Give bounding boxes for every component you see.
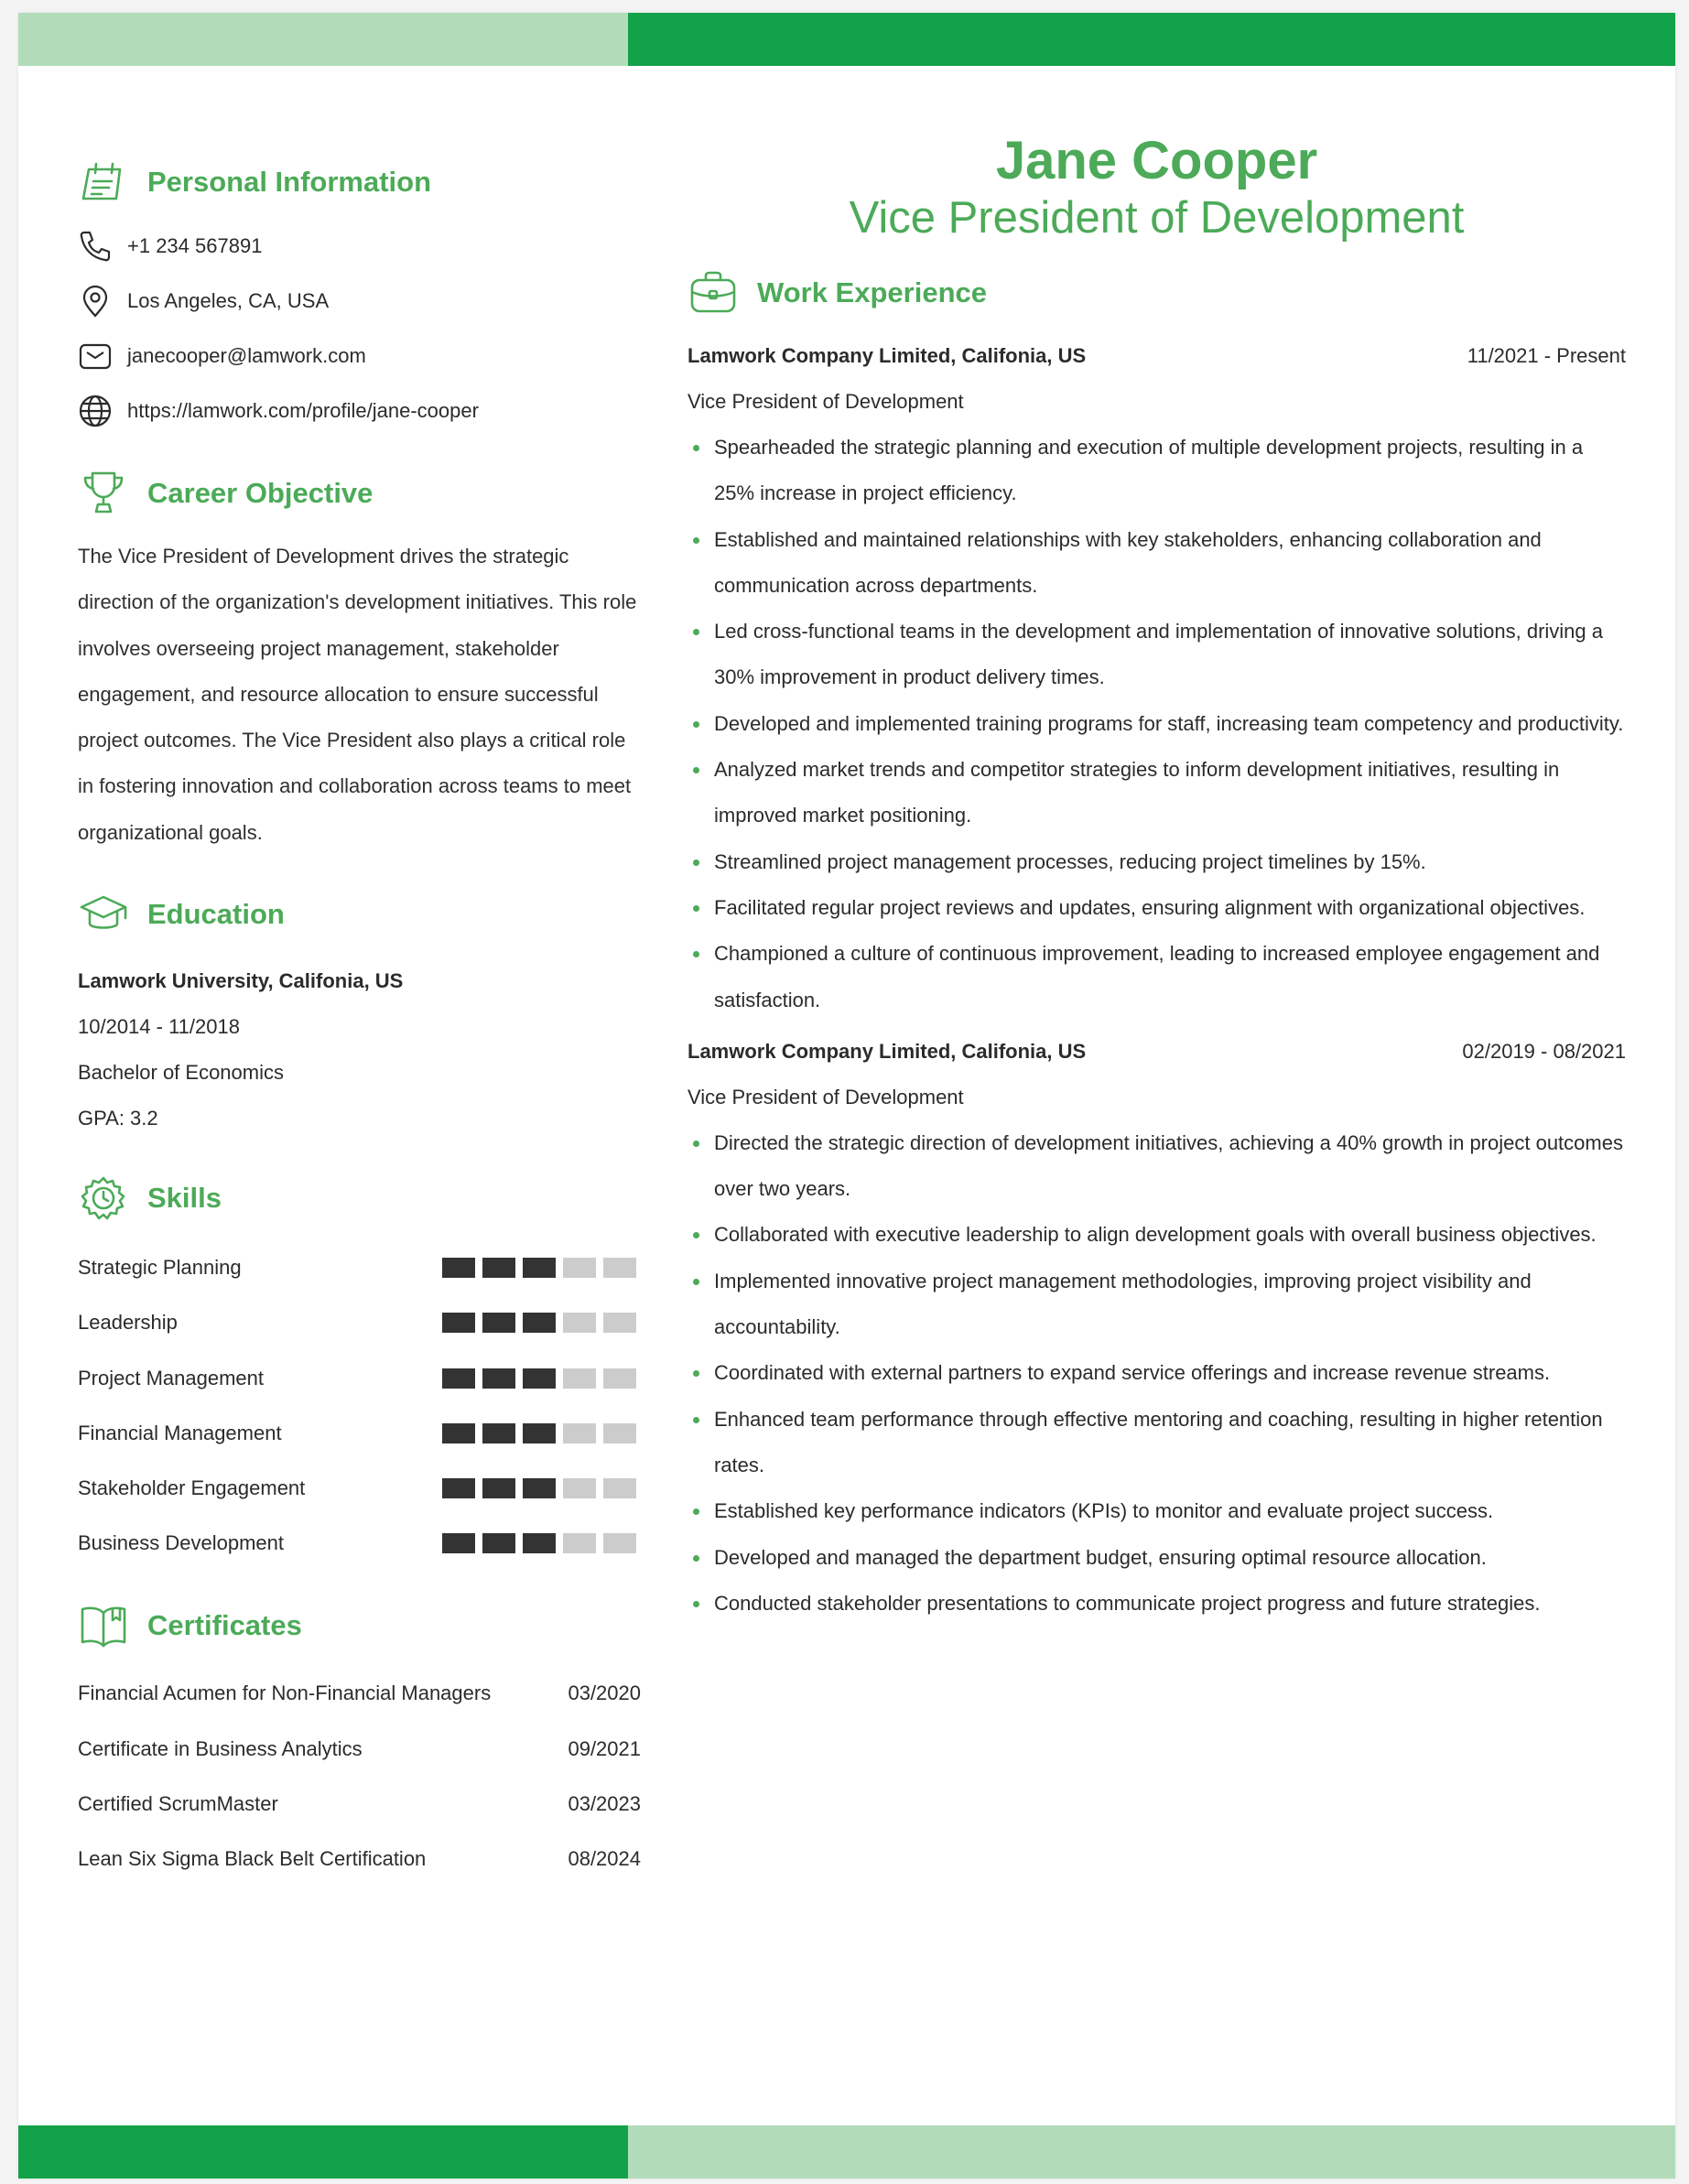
career-objective-header bbox=[78, 466, 641, 521]
jobs-list bbox=[688, 333, 1626, 1627]
resume-page bbox=[18, 13, 1675, 2179]
skill-level-filled bbox=[442, 1478, 475, 1498]
skill-level-empty bbox=[603, 1533, 636, 1553]
certificates-list bbox=[78, 1666, 641, 1887]
skill-level-empty bbox=[603, 1478, 636, 1498]
job-bullet: Directed the strategic direction of development initiatives, achieving a 40% growth in project outcomes over two years. bbox=[688, 1120, 1626, 1213]
education-title: Education bbox=[147, 898, 285, 931]
skill-level-filled bbox=[442, 1313, 475, 1333]
job-bullet: Developed and managed the department budget, ensuring optimal resource allocation. bbox=[688, 1535, 1626, 1581]
skill-level-filled bbox=[482, 1423, 515, 1443]
certificate-name: Certified ScrumMaster bbox=[78, 1791, 278, 1815]
certificate-date: 08/2024 bbox=[568, 1847, 641, 1871]
globe-icon bbox=[78, 394, 113, 428]
skill-level-meter bbox=[442, 1533, 636, 1553]
top-bar-right bbox=[628, 13, 1675, 66]
skill-row bbox=[78, 1406, 641, 1461]
trophy-icon bbox=[78, 468, 129, 519]
phone-row bbox=[78, 219, 641, 274]
location-row bbox=[78, 274, 641, 329]
job-bullet: Established and maintained relationships with key stakeholders, enhancing collaboration and communication across departments. bbox=[688, 517, 1626, 610]
skill-level-empty bbox=[603, 1368, 636, 1389]
location-text: Los Angeles, CA, USA bbox=[127, 289, 330, 312]
website-row bbox=[78, 384, 641, 438]
skill-level-filled bbox=[523, 1478, 556, 1498]
mail-icon bbox=[78, 339, 113, 373]
book-icon bbox=[78, 1600, 129, 1651]
candidate-title: Vice President of Development bbox=[849, 193, 1465, 243]
job-entry bbox=[688, 1029, 1626, 1627]
skill-name: Leadership bbox=[78, 1311, 178, 1335]
skill-row bbox=[78, 1461, 641, 1516]
email-row bbox=[78, 329, 641, 384]
skill-row bbox=[78, 1516, 641, 1571]
phone-icon bbox=[78, 229, 113, 264]
certificate-date: 03/2020 bbox=[568, 1681, 641, 1705]
certificate-date: 03/2023 bbox=[568, 1791, 641, 1815]
skill-level-filled bbox=[442, 1258, 475, 1278]
job-bullet: Developed and implemented training programs for staff, increasing team competency and productivity. bbox=[688, 701, 1626, 747]
education-header bbox=[78, 887, 641, 942]
skill-level-filled bbox=[523, 1368, 556, 1389]
job-bullets bbox=[688, 1120, 1626, 1627]
job-bullet: Conducted stakeholder presentations to communicate project progress and future strategies. bbox=[688, 1581, 1626, 1627]
skill-level-empty bbox=[563, 1313, 596, 1333]
phone-text[interactable]: +1 234 567891 bbox=[127, 234, 263, 257]
work-experience-header bbox=[688, 265, 1626, 320]
right-column bbox=[688, 123, 1626, 1627]
certificates-title: Certificates bbox=[147, 1609, 302, 1642]
skill-name: Stakeholder Engagement bbox=[78, 1476, 306, 1499]
graduation-cap-icon bbox=[78, 889, 129, 940]
candidate-name: Jane Cooper bbox=[995, 131, 1318, 190]
job-bullet: Analyzed market trends and competitor strategies to inform development initiatives, resulting in improved market positioning. bbox=[688, 747, 1626, 839]
certificate-date: 09/2021 bbox=[568, 1736, 641, 1760]
certificate-row bbox=[78, 1777, 641, 1832]
job-bullet: Championed a culture of continuous improvement, leading to increased employee engagement and satisfaction. bbox=[688, 931, 1626, 1023]
skills-list bbox=[78, 1240, 641, 1571]
job-bullet: Established key performance indicators (KPIs) to monitor and evaluate project success. bbox=[688, 1488, 1626, 1534]
skill-level-empty bbox=[563, 1478, 596, 1498]
website-link[interactable]: https://lamwork.com/profile/jane-cooper bbox=[127, 399, 479, 422]
career-objective-title: Career Objective bbox=[147, 477, 374, 509]
certificate-row bbox=[78, 1666, 641, 1721]
job-bullet: Collaborated with executive leadership to align development goals with overall business objectives. bbox=[688, 1212, 1626, 1258]
skill-level-meter bbox=[442, 1478, 636, 1498]
skill-level-filled bbox=[482, 1533, 515, 1553]
skills-header bbox=[78, 1171, 641, 1226]
job-role: Vice President of Development bbox=[688, 390, 964, 413]
certificate-name: Certificate in Business Analytics bbox=[78, 1736, 363, 1760]
skill-level-filled bbox=[482, 1258, 515, 1278]
skill-level-empty bbox=[563, 1258, 596, 1278]
bottom-bar-left bbox=[18, 2125, 628, 2179]
skill-level-filled bbox=[482, 1313, 515, 1333]
certificate-name: Financial Acumen for Non-Financial Managers bbox=[78, 1681, 492, 1705]
career-objective-text: The Vice President of Development drives the strategic direction of the organization's development initiatives. This role involves overseeing project management, stakeholder engagement, and resource allocation to ensure successful project outcomes. The Vice President also plays a critical role in fostering innovation and collaboration across teams to meet organizational goals. bbox=[78, 545, 637, 844]
job-header bbox=[688, 333, 1626, 379]
skill-name: Business Development bbox=[78, 1531, 285, 1555]
job-bullets bbox=[688, 425, 1626, 1023]
skill-level-empty bbox=[563, 1368, 596, 1389]
job-company: Lamwork Company Limited, Califonia, US bbox=[688, 1039, 1087, 1063]
location-pin-icon bbox=[78, 284, 113, 319]
personal-info-header bbox=[78, 155, 641, 210]
certificate-name: Lean Six Sigma Black Belt Certification bbox=[78, 1847, 427, 1871]
skill-row bbox=[78, 1240, 641, 1295]
skill-level-empty bbox=[603, 1423, 636, 1443]
certificate-row bbox=[78, 1832, 641, 1887]
job-company: Lamwork Company Limited, Califonia, US bbox=[688, 344, 1087, 367]
skill-row bbox=[78, 1295, 641, 1350]
education-dates: 10/2014 - 11/2018 bbox=[78, 1015, 240, 1039]
job-header bbox=[688, 1029, 1626, 1075]
education-gpa: GPA: 3.2 bbox=[78, 1107, 158, 1130]
job-bullet: Enhanced team performance through effective mentoring and coaching, resulting in higher retention rates. bbox=[688, 1397, 1626, 1489]
work-experience-title: Work Experience bbox=[757, 276, 987, 308]
briefcase-icon bbox=[688, 267, 739, 319]
job-entry bbox=[688, 333, 1626, 1023]
skill-level-empty bbox=[603, 1313, 636, 1333]
skill-level-empty bbox=[563, 1533, 596, 1553]
email-link[interactable]: janecooper@lamwork.com bbox=[127, 344, 366, 367]
education-degree: Bachelor of Economics bbox=[78, 1061, 284, 1085]
skill-level-empty bbox=[603, 1258, 636, 1278]
skill-name: Strategic Planning bbox=[78, 1256, 242, 1280]
skill-level-filled bbox=[482, 1368, 515, 1389]
left-column bbox=[78, 155, 641, 1887]
skill-row bbox=[78, 1350, 641, 1405]
skill-level-filled bbox=[442, 1368, 475, 1389]
skill-level-filled bbox=[523, 1423, 556, 1443]
skill-level-filled bbox=[442, 1533, 475, 1553]
personal-info-title: Personal Information bbox=[147, 166, 432, 198]
job-bullet: Led cross-functional teams in the development and implementation of innovative solutions, driving a 30% improvement in product delivery times. bbox=[688, 609, 1626, 701]
skill-level-meter bbox=[442, 1313, 636, 1333]
certificate-row bbox=[78, 1722, 641, 1777]
job-bullet: Coordinated with external partners to expand service offerings and increase revenue streams. bbox=[688, 1350, 1626, 1396]
skill-name: Project Management bbox=[78, 1366, 264, 1389]
skill-level-filled bbox=[523, 1313, 556, 1333]
id-card-icon bbox=[78, 157, 129, 208]
skill-level-empty bbox=[563, 1423, 596, 1443]
skill-level-filled bbox=[523, 1258, 556, 1278]
education-school: Lamwork University, Califonia, US bbox=[78, 969, 404, 993]
skill-level-filled bbox=[442, 1423, 475, 1443]
job-bullet: Streamlined project management processes, reducing project timelines by 15%. bbox=[688, 839, 1626, 885]
skill-level-filled bbox=[523, 1533, 556, 1553]
certificates-header bbox=[78, 1598, 641, 1653]
skill-level-meter bbox=[442, 1423, 636, 1443]
skill-level-filled bbox=[482, 1478, 515, 1498]
skill-level-meter bbox=[442, 1258, 636, 1278]
bottom-bar-right bbox=[628, 2125, 1675, 2179]
job-bullet: Spearheaded the strategic planning and execution of multiple development projects, resulting in a 25% increase in project efficiency. bbox=[688, 425, 1626, 517]
job-role: Vice President of Development bbox=[688, 1085, 964, 1108]
job-bullet: Implemented innovative project management methodologies, improving project visibility and accountability. bbox=[688, 1259, 1626, 1351]
top-bar-left bbox=[18, 13, 628, 66]
job-dates: 11/2021 - Present bbox=[1467, 344, 1626, 367]
skill-level-meter bbox=[442, 1368, 636, 1389]
gear-clock-icon bbox=[78, 1173, 129, 1224]
job-dates: 02/2019 - 08/2021 bbox=[1462, 1039, 1626, 1063]
job-bullet: Facilitated regular project reviews and updates, ensuring alignment with organizational objectives. bbox=[688, 885, 1626, 931]
skills-title: Skills bbox=[147, 1182, 222, 1215]
skill-name: Financial Management bbox=[78, 1421, 282, 1444]
